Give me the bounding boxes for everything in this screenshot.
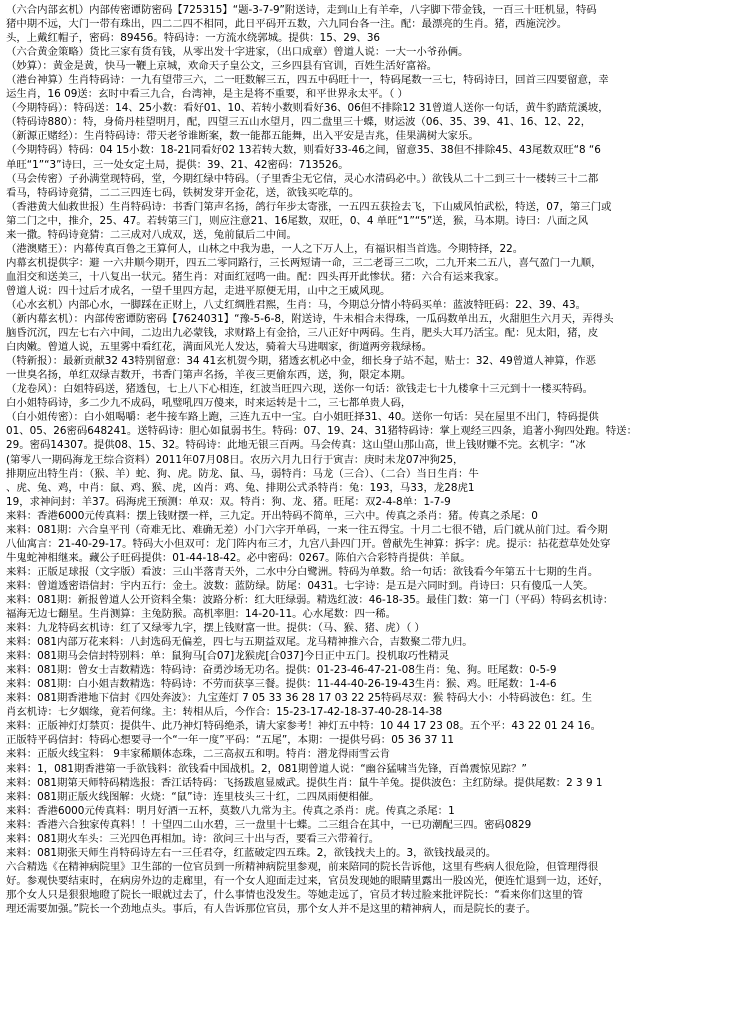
text-line: 来料：081期香港地下信封《四处奔波》：九宝莲灯 7 05 33 36 28 17 03 22 25特码尽双：猴 特码大小：小特码波色：红。生 bbox=[6, 692, 593, 705]
text-line: 19，求神问封：羊37。码海虎王预测：单双：双。特肖：狗、龙、猪。旺尾：双2-4-8单：1-7-9 bbox=[6, 495, 451, 508]
text-line: 来料：九龙特码玄机诗：红了又绿零九字，摆上钱财富一世。提供：（马、猴、猪、虎）（ ） bbox=[6, 622, 425, 635]
text-line: （白小姐传密）：白小姐喝嚼：老牛接车路上跑，三连九五中一宝。白小姐旺择31、40。送你一句话：吴在屋里不出门，特码提供 bbox=[6, 411, 599, 424]
text-line: 来料：081期：白小姐吉数精选：特码诗：不劳而获享三餐。提供：11-44-40-26-19-43生肖：猴、鸡。旺尾数：1-4-6 bbox=[6, 678, 557, 691]
text-line: （今期特码）：特码送：14、25小数：看好01、10、若转小数则看好36、06但不排除12 31曾道人送你一句话，黄牛豹踏荒溪坡， bbox=[6, 102, 609, 115]
text-line: 来一撒。特码诗竟猜：二三成对八成双，送，兔前鼠后二中间。 bbox=[6, 228, 297, 241]
text-line: 来料：正版火线宝料： 9丰家稀顺体态珠，二三高叔五和明。特肖：潜龙得雨雪云肯 bbox=[6, 748, 390, 761]
text-line: 来料：香港6000元传真料：摆上钱财摆一样，三九定。开出特码不简单，三六中。传真之杀肖：猪。传真之杀尾：0 bbox=[6, 509, 538, 522]
text-line: 那个女人只是狠狠地瞪了院长一眼就过去了，什么事情也没发生。等她走远了，官员才转过脸来批评院长：“看来你们这里的管 bbox=[6, 888, 583, 901]
text-line: 来料：081内部万花来料：八封选码无偏差，四七与五期益双尾。龙马精神推六合，吉数聚二带九归。 bbox=[6, 636, 473, 649]
text-line: 来料：081期正版火线图解：火烧：“鼠”诗：连里枝头三十红，二四凤雨便相催。 bbox=[6, 790, 380, 803]
text-line: 猪中期不远，大门一带有珠出，四二二四不相同，此日平码开五数，六九同台各一注。配：最漂亮的生肖。猪，西施浣沙。 bbox=[6, 18, 568, 31]
text-line: 第二门之中，推介，25、47。若转第三门，则应注意21、16尾数，双旺，0、4 单旺“1”“5”送，猴，马本期。诗曰：八面之风 bbox=[6, 214, 589, 227]
text-line: （六合黄金策略）货比三家有货有钱，从零出发十字进家，（出口成章）曾道人说：一大一小爷孙俩。 bbox=[6, 46, 469, 59]
text-line: 正版特平码信封：特码心想要寻一个“一年一度”平码：“五尾”，本期：一提供号码：05 36 37 11 bbox=[6, 734, 454, 747]
text-line: 来料：香港6000元传真料：明月好酒一五杯，莫数八九常为主。传真之杀肖：虎。传真之杀尾：1 bbox=[6, 804, 455, 817]
text-line: 来料：正版足球报（文字版）看波：三山半落青天外，二水中分白鹭洲。特码为单数。给一句话：欲钱看今年第五十七期的生肖。 bbox=[6, 565, 599, 578]
text-line: （特新报）：最新贡献32 43特别留意：34 41玄机贺今期，猪透玄机必中金，细长身子站不起，贴士：32、49曾道人神算，作恶 bbox=[6, 355, 596, 368]
text-line: （新内幕玄机）：内部传密谭防密码【7624031】“豫-5-6-8，附送诗，牛未相合未得珠，一瓜码数单出五，火甜胆生六月天，弄得头 bbox=[6, 313, 614, 326]
text-line: （香港黄大仙救世报）生肖特码诗：书香门第声名扬，鸽行年步太寄涨，一五四五获捡去飞，下山威风怕武松，特送，07，第三门或 bbox=[6, 200, 612, 213]
text-line: 排期应出特生肖：（猴、羊）蛇、狗、虎。防龙、鼠、马，弱特肖：马龙（三合）、（二合）当日生肖：牛 bbox=[6, 467, 479, 480]
text-line: （今期特码）特码：04 15小数：18-21同看好02 13若转大数，则看好33-46之间，留意35、38但不排除45、43尾数双旺“8 “6 bbox=[6, 144, 601, 157]
text-line: （马会传密）子孙满堂现特码，堂，今期红绿中特码。（子里香尘无它信，灵心水清码必中。）欲钱从二十二到三十一楼转三十二都 bbox=[6, 172, 599, 185]
text-line: 来料：曾道透密语信封：宇内五行：金土。波数：蓝防绿。防尾：0431。七字诗：是五是六同时到。肖诗曰：只有傻瓜一人笑。 bbox=[6, 579, 594, 592]
text-line: 单旺“1”“3”诗曰，三一处女定土局，提供：39、21、42密码：713526。 bbox=[6, 158, 349, 171]
text-line: 01、05、26密码648241。送特码诗：胆心如鼠弱书生。特码：07、19、24、31猪特码诗：掌上观经三四条，追著小狗四处跑。特送： bbox=[6, 425, 637, 438]
text-line: 肖玄机诗：七夕姻缘，竟若何缘。主：转相从后，今作合：15-23-17-42-18-37-40-28-14-38 bbox=[6, 706, 443, 719]
text-line: 来料：081期火车头：三光四色再相加。诗：欲问三十出与否，要看三六带着行。 bbox=[6, 832, 380, 845]
text-line: 头，上戴红帽子，密码：89456。特码诗：一方流水绕郭城。提供：15、29、36 bbox=[6, 32, 381, 45]
text-line: 来料：正版神灯灯禁页：提供牛、此乃神灯特码绝杀，请大家参考！神灯五中特：10 44 17 23 08。五个平：43 22 01 24 16。 bbox=[6, 720, 602, 733]
text-line: 来料：1，081期香港第一手欲钱料：欲钱看中国战机。2，081期曾道人说：“幽谷猛啸当先锋，百兽震惊见踪？” bbox=[6, 762, 527, 775]
text-line: 白肉嫩。曾道人说，五里雾中看红花，满面风光人发达，骑着大马进咽家，街道两旁栽绿杨。 bbox=[6, 341, 433, 354]
text-line: 好。参观快要结束时，在病房外边的走廊里，有一个女人迎面走过来，官员发现她的眼睛里露出一股凶光，便连忙退到一边，还好， bbox=[6, 874, 609, 887]
text-line: （妙算）：黄金是黄，快马一鞭上京城，欢命天子皇公文，三乡四县有官训，百姓生活好富裕。 bbox=[6, 60, 438, 73]
text-line: 来料：081期：六合皇平刊（奇难无比、难确无差）小门六字开单码，一来一往五得宝。十月二七很不错，后门就从前门过。看今期 bbox=[6, 523, 608, 536]
text-line: 一世臭名扬，单红双绿吉数开，书香门第声名扬，羊夜三更偷东西，送，狗，限定本期。 bbox=[6, 369, 412, 382]
text-line: （六合内部玄机）内部传密谭防密码【725315】“题-3-7-9”附送诗，走到山上有羊牵，八字脚下带金钱，一百三十旺机显，特码 bbox=[6, 4, 597, 16]
text-line: 看马，特码诗竟猜，二二三四连七码，铁树发芽开金花，送，欲钱买吃草的。 bbox=[6, 186, 360, 199]
text-line: 六合精选《在精神病院里》卫生部的一位官员到一所精神病院里参观，前来陪同的院长告诉他，这里有些病人很危险，但管理得很 bbox=[6, 860, 599, 873]
text-line: 来料：081期张天师生肖特码诗左右一三任君夺，红蓝破定四五珠。2，欲钱找夫上的。3，欲钱找最灵的。 bbox=[6, 846, 497, 859]
text-line: （新源正赌经）：生肖特码诗：带天老爷谁断案，数一能都五能舞，出入平安是吉兆，佳果满树大家乐。 bbox=[6, 130, 479, 143]
text-line: 运生肖，16 09送：玄时中看三九合，台湾神，是主是将不重要，和平世界永太平。（ ） bbox=[6, 88, 408, 101]
text-line: 来料：081期马会信封特别料：单：鼠狗马[合07]龙猴虎[合037]今日正中五门。投机取巧性精灵 bbox=[6, 650, 450, 663]
text-line: 来料：081期：新报曾道人公开资料全集：波路分析：红大旺绿弱。精选红波：46-18-35。最佳门数：第一门（平码）特码玄机诗： bbox=[6, 593, 614, 606]
text-line: 牛鬼蛇神相继来。藏公子旺码提供：01-44-18-42。必中密码：0267。陈伯六合彩特肖提供：羊鼠。 bbox=[6, 551, 471, 564]
text-line: 、虎、兔、鸡，中肖：鼠、鸡、猴、虎，凶肖：鸡、兔、排期公式杀特肖：兔：193，马33，龙28虎1 bbox=[6, 481, 475, 494]
text-line: 内幕玄机提供字：避 一六井顺今期开，四五二零同路行，三长两短请一命，三二老哥三二吹，二九开来二五八，喜气盈门一九顺， bbox=[6, 256, 602, 269]
text-line: 来料：081期第天师特码精选报：香江话特码：飞扬跋扈显威武。提供生肖：鼠牛羊兔。提供波色：主红防绿。提供尾数：2 3 9 1 bbox=[6, 776, 603, 789]
text-line: (第零八一期码海龙王综合资料）2011年07月08日。农历六月九日行于寅吉：庚时未龙07冲狗25， bbox=[6, 453, 464, 466]
text-line: 29。密码14307。提供08、15、32。特码诗：此地无银三百两。马会传真：这山望山那山高，世上钱财赚不完。玄机字：“冰 bbox=[6, 439, 586, 452]
text-line: 白小姐特码诗，多二少九不成码，吼璧吼四万傻来，时来运转是十二，三七都单贵人码， bbox=[6, 397, 412, 410]
text-line: 来料：081期：曾女士吉数精选：特码诗：奋勇沙场无功名。提供：01-23-46-47-21-08生肖：兔、狗。旺尾数：0-5-9 bbox=[6, 664, 557, 677]
text-line: 脑昏沉沉，四左七右六中间，二边出九必蒙钱，求财路上有金拾，三八正好中两码。生肖，肥头大耳乃活宝。配：见太阳，猪，皮 bbox=[6, 327, 599, 340]
text-line: （港台神算）生肖特码诗：一九有望带三六，二一旺数解三五，四五中码旺十一，特码尾数一三七，特码诗曰，回首三四要留意，幸 bbox=[6, 74, 609, 87]
text-line: （港澳赌王）：内幕传真百鲁之王算何人，山林之中我为患，一人之下万人上，有福识相当首选。今期特择，22。 bbox=[6, 242, 524, 255]
text-line: 来料：香港六合独家传真料！！十望四二山水碧，三一盘里十七蝶。二三组合在其中，一已功潮配三四。密码0829 bbox=[6, 818, 532, 831]
text-line: 理还需要加强。”院长一个劲地点头。事后，有人告诉那位官员，那个女人并不是这里的精神病人，而是院长的妻子。 bbox=[6, 903, 537, 915]
text-line: （龙卷风）：白姐特码送，猪透包，七上八下心相连，红波当旺四六现，送你一句话：欲钱走七十九楼拿十三元到十一楼买特码。 bbox=[6, 383, 594, 396]
text-line: （特码诗880）：特，身倚丹桂望明月，配，四望三五山水望月，四二盘里三十蝶，财运波（06、35、39、41、16、12、22， bbox=[6, 116, 592, 129]
text-line: 八仙寓言：21-40-29-17。特码大小但双可：龙门阵内布三才，九宫八卦四门开。曾献先生神算：拆字：虎。提示：拈花惹草处处穿 bbox=[6, 537, 611, 550]
text-line: （心水玄机）内部心水，一脚踩在正财上，八丈红绸胜君熙，生肖：马，今期总分情小特码买单：蓝波特旺码：22、39、43。 bbox=[6, 298, 586, 311]
text-line: 血泪交和送美三，十八复出一状元。猪生肖：对面红冠鸣一曲。配：四头再开此惨状。猪：六合有运来我家。 bbox=[6, 270, 505, 283]
text-line: 曾道人说：四十过后才成名，一望千里四方起，走进平原便无用，山中之王威风现。 bbox=[6, 284, 391, 297]
text-line: 福海无边七翻星。生肖测算：主兔防猴。高机率胆：14-20-11。心水尾数：四一稀。 bbox=[6, 608, 397, 621]
